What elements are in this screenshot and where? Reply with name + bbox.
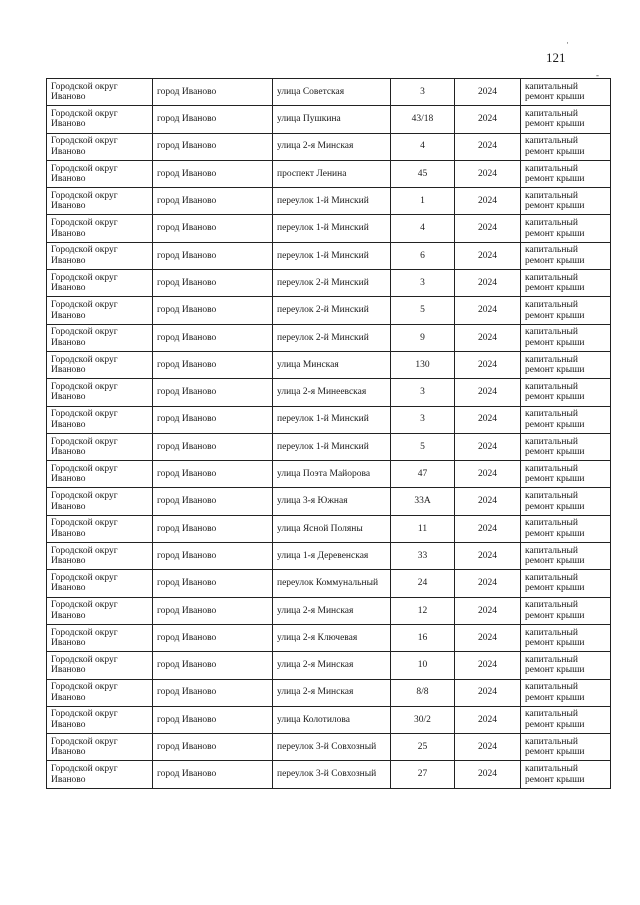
cell-city: город Иваново: [153, 106, 273, 133]
cell-okrug: Городской округ Иваново: [47, 351, 153, 378]
cell-street: переулок 2-й Минский: [273, 270, 391, 297]
cell-work: капитальный ремонт крыши: [521, 324, 611, 351]
cell-street: переулок 1-й Минский: [273, 433, 391, 460]
cell-work: капитальный ремонт крыши: [521, 160, 611, 187]
cell-work: капитальный ремонт крыши: [521, 515, 611, 542]
cell-okrug: Городской округ Иваново: [47, 160, 153, 187]
cell-house: 4: [391, 215, 455, 242]
cell-okrug: Городской округ Иваново: [47, 79, 153, 106]
cell-okrug: Городской округ Иваново: [47, 570, 153, 597]
cell-house: 1: [391, 188, 455, 215]
table-row: [47, 597, 611, 624]
cell-okrug: Городской округ Иваново: [47, 706, 153, 733]
cell-work: капитальный ремонт крыши: [521, 106, 611, 133]
cell-okrug: Городской округ Иваново: [47, 188, 153, 215]
cell-house: 27: [391, 761, 455, 788]
cell-work: капитальный ремонт крыши: [521, 624, 611, 651]
cell-okrug: Городской округ Иваново: [47, 379, 153, 406]
cell-okrug: Городской округ Иваново: [47, 242, 153, 269]
cell-year: 2024: [455, 706, 521, 733]
cell-street: проспект Ленина: [273, 160, 391, 187]
cell-okrug: Городской округ Иваново: [47, 543, 153, 570]
cell-house: 130: [391, 351, 455, 378]
cell-city: город Иваново: [153, 570, 273, 597]
cell-year: 2024: [455, 351, 521, 378]
table-row: [47, 761, 611, 788]
cell-house: 25: [391, 734, 455, 761]
cell-street: улица Ясной Поляны: [273, 515, 391, 542]
cell-work: капитальный ремонт крыши: [521, 570, 611, 597]
cell-street: улица 2-я Минская: [273, 652, 391, 679]
cell-street: улица 2-я Минская: [273, 679, 391, 706]
cell-street: улица 2-я Минеевская: [273, 379, 391, 406]
cell-okrug: Городской округ Иваново: [47, 624, 153, 651]
cell-house: 6: [391, 242, 455, 269]
cell-city: город Иваново: [153, 624, 273, 651]
table-row: [47, 679, 611, 706]
cell-year: 2024: [455, 488, 521, 515]
cell-city: город Иваново: [153, 679, 273, 706]
cell-work: капитальный ремонт крыши: [521, 133, 611, 160]
cell-year: 2024: [455, 270, 521, 297]
cell-okrug: Городской округ Иваново: [47, 597, 153, 624]
cell-house: 45: [391, 160, 455, 187]
cell-house: 33А: [391, 488, 455, 515]
cell-work: капитальный ремонт крыши: [521, 79, 611, 106]
scan-dot-corner: -: [596, 70, 599, 80]
cell-okrug: Городской округ Иваново: [47, 270, 153, 297]
table-row: [47, 270, 611, 297]
cell-city: город Иваново: [153, 215, 273, 242]
cell-street: переулок 1-й Минский: [273, 215, 391, 242]
table-row: [47, 379, 611, 406]
cell-year: 2024: [455, 106, 521, 133]
cell-city: город Иваново: [153, 515, 273, 542]
table-row: [47, 543, 611, 570]
cell-year: 2024: [455, 761, 521, 788]
cell-city: город Иваново: [153, 543, 273, 570]
cell-year: 2024: [455, 242, 521, 269]
cell-okrug: Городской округ Иваново: [47, 488, 153, 515]
cell-house: 24: [391, 570, 455, 597]
cell-city: город Иваново: [153, 433, 273, 460]
cell-work: капитальный ремонт крыши: [521, 297, 611, 324]
cell-year: 2024: [455, 543, 521, 570]
cell-work: капитальный ремонт крыши: [521, 406, 611, 433]
table-row: [47, 188, 611, 215]
cell-city: город Иваново: [153, 324, 273, 351]
cell-house: 9: [391, 324, 455, 351]
cell-okrug: Городской округ Иваново: [47, 215, 153, 242]
table-row: [47, 351, 611, 378]
table-row: [47, 406, 611, 433]
cell-street: улица 1-я Деревенская: [273, 543, 391, 570]
cell-okrug: Городской округ Иваново: [47, 461, 153, 488]
cell-city: город Иваново: [153, 188, 273, 215]
cell-okrug: Городской округ Иваново: [47, 133, 153, 160]
table-row: [47, 160, 611, 187]
table-row: [47, 324, 611, 351]
cell-city: город Иваново: [153, 133, 273, 160]
cell-house: 3: [391, 79, 455, 106]
table-row: [47, 242, 611, 269]
cell-street: переулок 2-й Минский: [273, 297, 391, 324]
cell-year: 2024: [455, 79, 521, 106]
cell-city: город Иваново: [153, 488, 273, 515]
table-row: [47, 106, 611, 133]
cell-city: город Иваново: [153, 351, 273, 378]
cell-work: капитальный ремонт крыши: [521, 351, 611, 378]
cell-house: 3: [391, 379, 455, 406]
cell-house: 3: [391, 270, 455, 297]
cell-city: город Иваново: [153, 297, 273, 324]
cell-year: 2024: [455, 597, 521, 624]
cell-street: улица Минская: [273, 351, 391, 378]
cell-work: капитальный ремонт крыши: [521, 270, 611, 297]
table-row: [47, 461, 611, 488]
cell-street: улица 2-я Ключевая: [273, 624, 391, 651]
cell-house: 11: [391, 515, 455, 542]
cell-house: 43/18: [391, 106, 455, 133]
cell-year: 2024: [455, 461, 521, 488]
page-number: 121: [546, 50, 566, 65]
cell-year: 2024: [455, 652, 521, 679]
cell-city: город Иваново: [153, 597, 273, 624]
cell-street: улица 2-я Минская: [273, 597, 391, 624]
cell-city: город Иваново: [153, 652, 273, 679]
table-row: [47, 488, 611, 515]
cell-okrug: Городской округ Иваново: [47, 652, 153, 679]
scan-dot-top: ·: [566, 38, 569, 48]
cell-street: переулок 1-й Минский: [273, 406, 391, 433]
cell-okrug: Городской округ Иваново: [47, 106, 153, 133]
cell-year: 2024: [455, 433, 521, 460]
cell-year: 2024: [455, 324, 521, 351]
cell-work: капитальный ремонт крыши: [521, 188, 611, 215]
cell-street: улица Колотилова: [273, 706, 391, 733]
cell-house: 5: [391, 297, 455, 324]
table-row: [47, 515, 611, 542]
table-row: [47, 652, 611, 679]
cell-street: переулок Коммунальный: [273, 570, 391, 597]
cell-city: город Иваново: [153, 79, 273, 106]
cell-okrug: Городской округ Иваново: [47, 679, 153, 706]
cell-city: город Иваново: [153, 761, 273, 788]
cell-street: переулок 3-й Совхозный: [273, 734, 391, 761]
cell-okrug: Городской округ Иваново: [47, 734, 153, 761]
table-row: [47, 734, 611, 761]
cell-house: 16: [391, 624, 455, 651]
cell-work: капитальный ремонт крыши: [521, 543, 611, 570]
cell-street: переулок 2-й Минский: [273, 324, 391, 351]
table-row: [47, 215, 611, 242]
cell-okrug: Городской округ Иваново: [47, 324, 153, 351]
table-row: [47, 706, 611, 733]
cell-house: 8/8: [391, 679, 455, 706]
cell-street: улица 3-я Южная: [273, 488, 391, 515]
cell-work: капитальный ремонт крыши: [521, 597, 611, 624]
cell-city: город Иваново: [153, 734, 273, 761]
cell-okrug: Городской округ Иваново: [47, 406, 153, 433]
cell-work: капитальный ремонт крыши: [521, 379, 611, 406]
cell-work: капитальный ремонт крыши: [521, 242, 611, 269]
cell-city: город Иваново: [153, 706, 273, 733]
cell-year: 2024: [455, 215, 521, 242]
cell-year: 2024: [455, 133, 521, 160]
cell-house: 4: [391, 133, 455, 160]
cell-street: улица Поэта Майорова: [273, 461, 391, 488]
cell-street: переулок 3-й Совхозный: [273, 761, 391, 788]
cell-street: переулок 1-й Минский: [273, 188, 391, 215]
cell-work: капитальный ремонт крыши: [521, 679, 611, 706]
cell-street: переулок 1-й Минский: [273, 242, 391, 269]
cell-work: капитальный ремонт крыши: [521, 488, 611, 515]
cell-year: 2024: [455, 679, 521, 706]
cell-okrug: Городской округ Иваново: [47, 515, 153, 542]
cell-okrug: Городской округ Иваново: [47, 297, 153, 324]
cell-city: город Иваново: [153, 242, 273, 269]
cell-work: капитальный ремонт крыши: [521, 706, 611, 733]
cell-house: 5: [391, 433, 455, 460]
cell-work: капитальный ремонт крыши: [521, 433, 611, 460]
cell-year: 2024: [455, 624, 521, 651]
roof-repair-table: [46, 78, 611, 789]
cell-year: 2024: [455, 188, 521, 215]
table-row: [47, 433, 611, 460]
cell-house: 10: [391, 652, 455, 679]
table-row: [47, 570, 611, 597]
cell-year: 2024: [455, 734, 521, 761]
cell-house: 33: [391, 543, 455, 570]
cell-city: город Иваново: [153, 379, 273, 406]
table-body: [47, 79, 611, 789]
cell-work: капитальный ремонт крыши: [521, 652, 611, 679]
cell-city: город Иваново: [153, 461, 273, 488]
cell-year: 2024: [455, 379, 521, 406]
cell-house: 12: [391, 597, 455, 624]
cell-year: 2024: [455, 160, 521, 187]
table-row: [47, 624, 611, 651]
cell-year: 2024: [455, 570, 521, 597]
table-row: [47, 79, 611, 106]
cell-street: улица 2-я Минская: [273, 133, 391, 160]
cell-okrug: Городской округ Иваново: [47, 761, 153, 788]
cell-house: 3: [391, 406, 455, 433]
cell-okrug: Городской округ Иваново: [47, 433, 153, 460]
cell-year: 2024: [455, 297, 521, 324]
cell-work: капитальный ремонт крыши: [521, 461, 611, 488]
cell-year: 2024: [455, 515, 521, 542]
cell-city: город Иваново: [153, 406, 273, 433]
cell-work: капитальный ремонт крыши: [521, 734, 611, 761]
cell-street: улица Пушкина: [273, 106, 391, 133]
cell-year: 2024: [455, 406, 521, 433]
cell-house: 30/2: [391, 706, 455, 733]
cell-street: улица Советская: [273, 79, 391, 106]
cell-work: капитальный ремонт крыши: [521, 215, 611, 242]
cell-city: город Иваново: [153, 160, 273, 187]
cell-work: капитальный ремонт крыши: [521, 761, 611, 788]
table-row: [47, 133, 611, 160]
table-row: [47, 297, 611, 324]
cell-house: 47: [391, 461, 455, 488]
cell-city: город Иваново: [153, 270, 273, 297]
